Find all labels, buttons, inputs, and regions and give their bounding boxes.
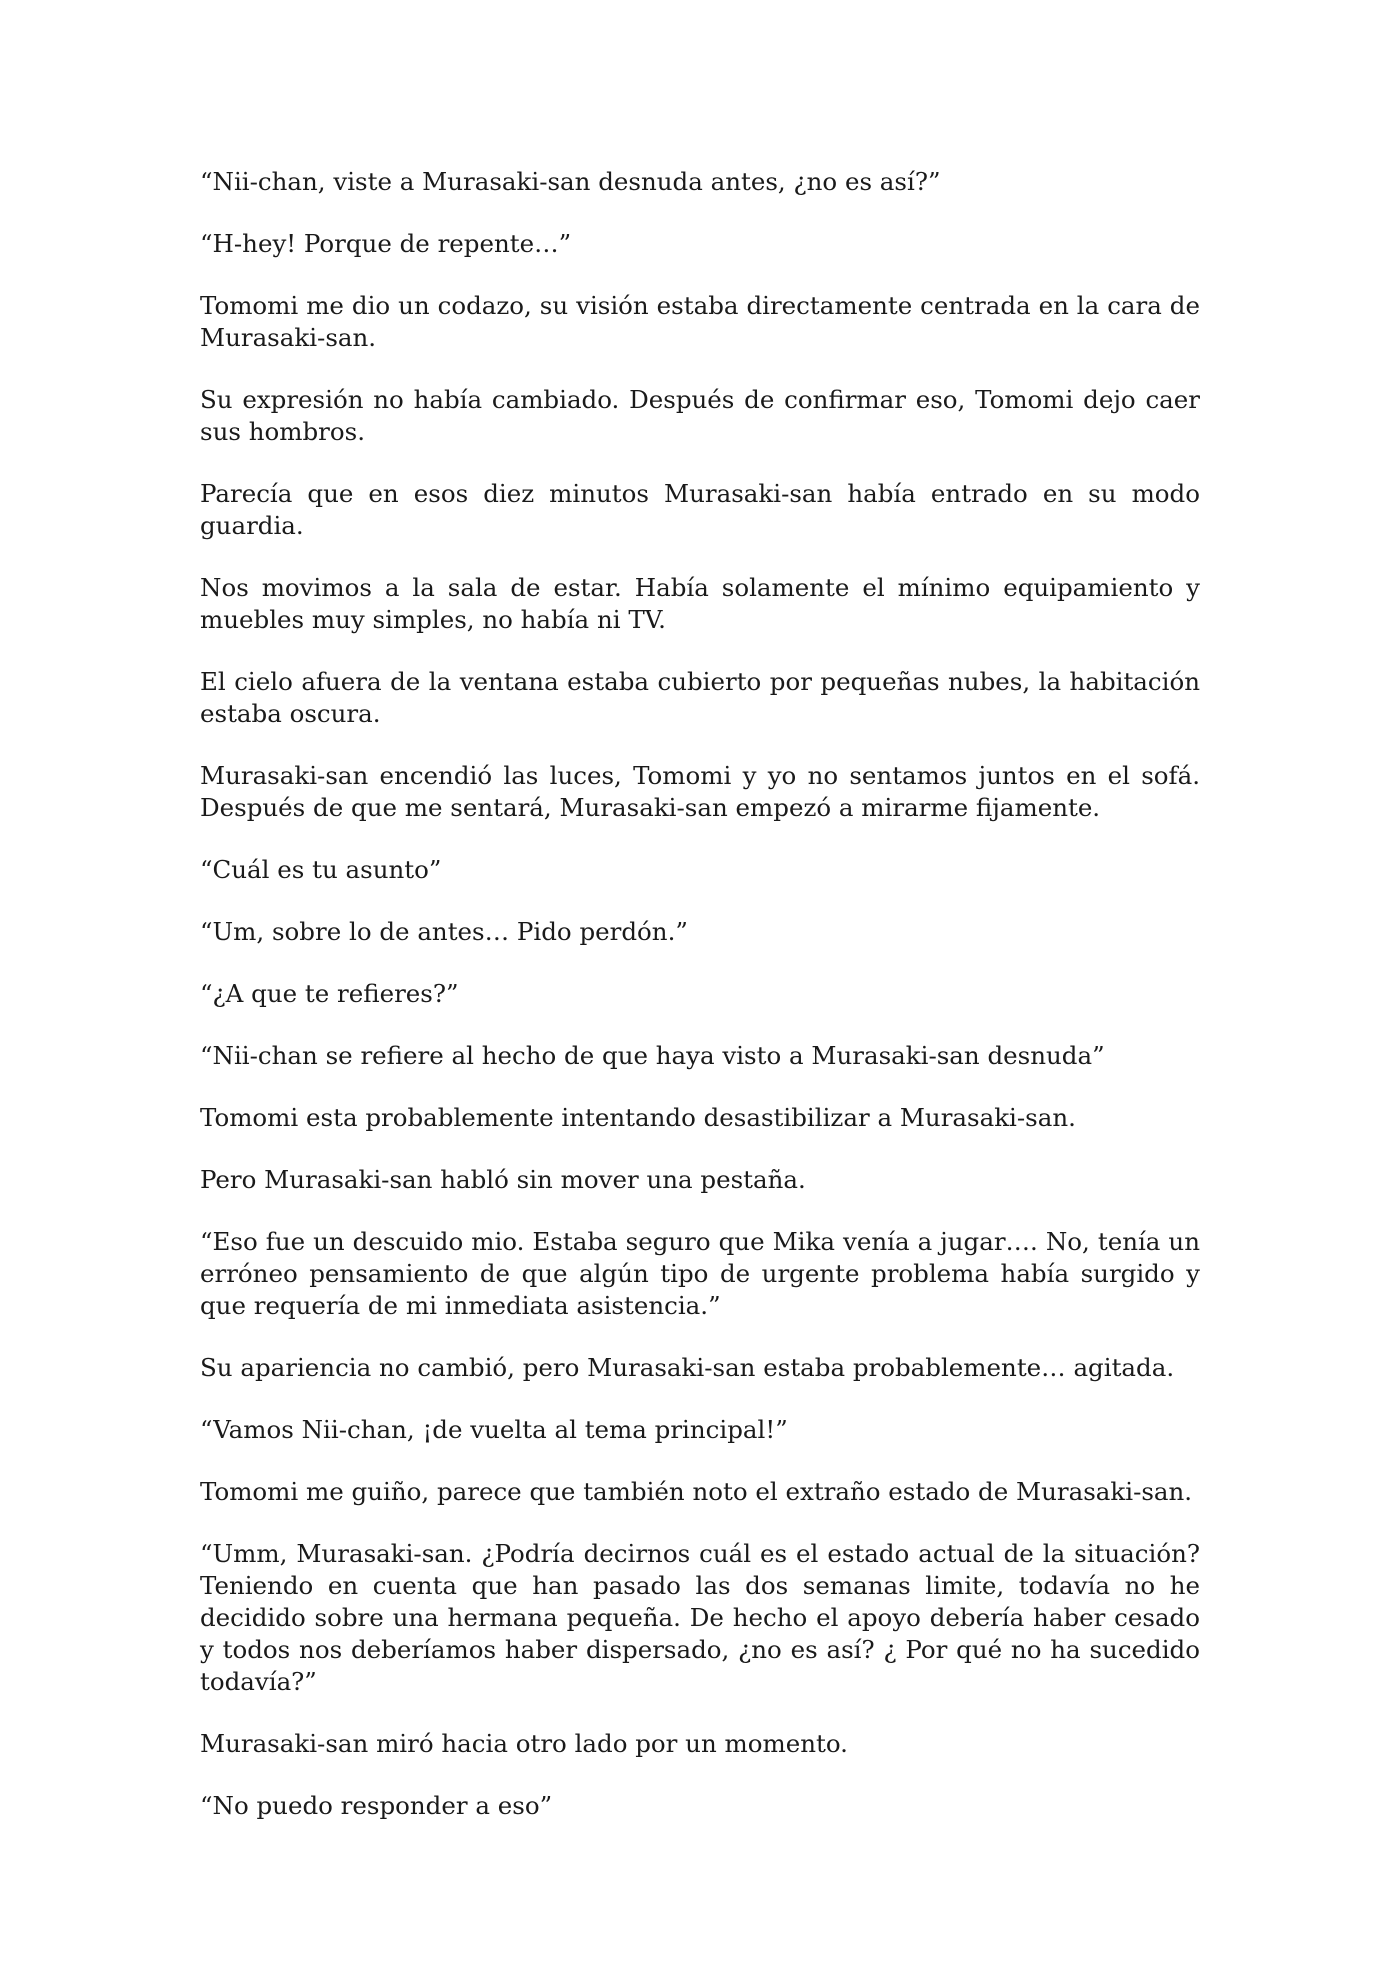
paragraph: “Um, sobre lo de antes… Pido perdón.” [200,917,688,946]
paragraph: “H-hey! Porque de repente…” [200,229,572,258]
paragraph: “No puedo responder a eso” [200,1791,553,1820]
paragraph: “Vamos Nii-chan, ¡de vuelta al tema principal!” [200,1415,788,1444]
paragraph: Parecía que en esos diez minutos Murasaki-san había entrado en su modo guardia. [200,479,1200,540]
paragraph: Su apariencia no cambió, pero Murasaki-san estaba probablemente… agitada. [200,1353,1175,1382]
paragraph: Pero Murasaki-san habló sin mover una pestaña. [200,1165,806,1194]
paragraph: El cielo afuera de la ventana estaba cubierto por pequeñas nubes, la habitación estaba oscura. [200,667,1200,728]
paragraph: Murasaki-san encendió las luces, Tomomi y yo no sentamos juntos en el sofá. Después de que me sentará, Murasaki-san empezó a mirarme fijamente. [200,761,1200,822]
paragraph: Nos movimos a la sala de estar. Había solamente el mínimo equipamiento y muebles muy simples, no había ni TV. [200,573,1200,634]
paragraph: Tomomi me guiño, parece que también noto el extraño estado de Murasaki-san. [200,1477,1193,1506]
paragraph: “Eso fue un descuido mio. Estaba seguro que Mika venía a jugar…. No, tenía un erróneo pensamiento de que algún tipo de urgente problema había surgido y que requería de mi inmediata asistencia.” [200,1227,1200,1320]
paragraph: “¿A que te refieres?” [200,979,459,1008]
paragraph: Su expresión no había cambiado. Después de confirmar eso, Tomomi dejo caer sus hombros. [200,385,1200,446]
paragraph: Tomomi me dio un codazo, su visión estaba directamente centrada en la cara de Murasaki-san. [200,291,1200,352]
paragraph: “Nii-chan, viste a Murasaki-san desnuda antes, ¿no es así?” [200,167,941,196]
paragraph: “Umm, Murasaki-san. ¿Podría decirnos cuál es el estado actual de la situación? Teniendo en cuenta que han pasado las dos semanas limite, todavía no he decidido sobre una hermana pequeña. De hecho el apoyo debería haber cesado y todos nos deberíamos haber dispersado, ¿no es así? ¿ Por qué no ha sucedido todavía?” [200,1539,1200,1696]
paragraph: “Nii-chan se refiere al hecho de que haya visto a Murasaki-san desnuda” [200,1041,1105,1070]
paragraph: Tomomi esta probablemente intentando desastibilizar a Murasaki-san. [200,1103,1076,1132]
paragraph: Murasaki-san miró hacia otro lado por un momento. [200,1729,848,1758]
document-body [200,166,1200,1852]
paragraph: “Cuál es tu asunto” [200,855,442,884]
